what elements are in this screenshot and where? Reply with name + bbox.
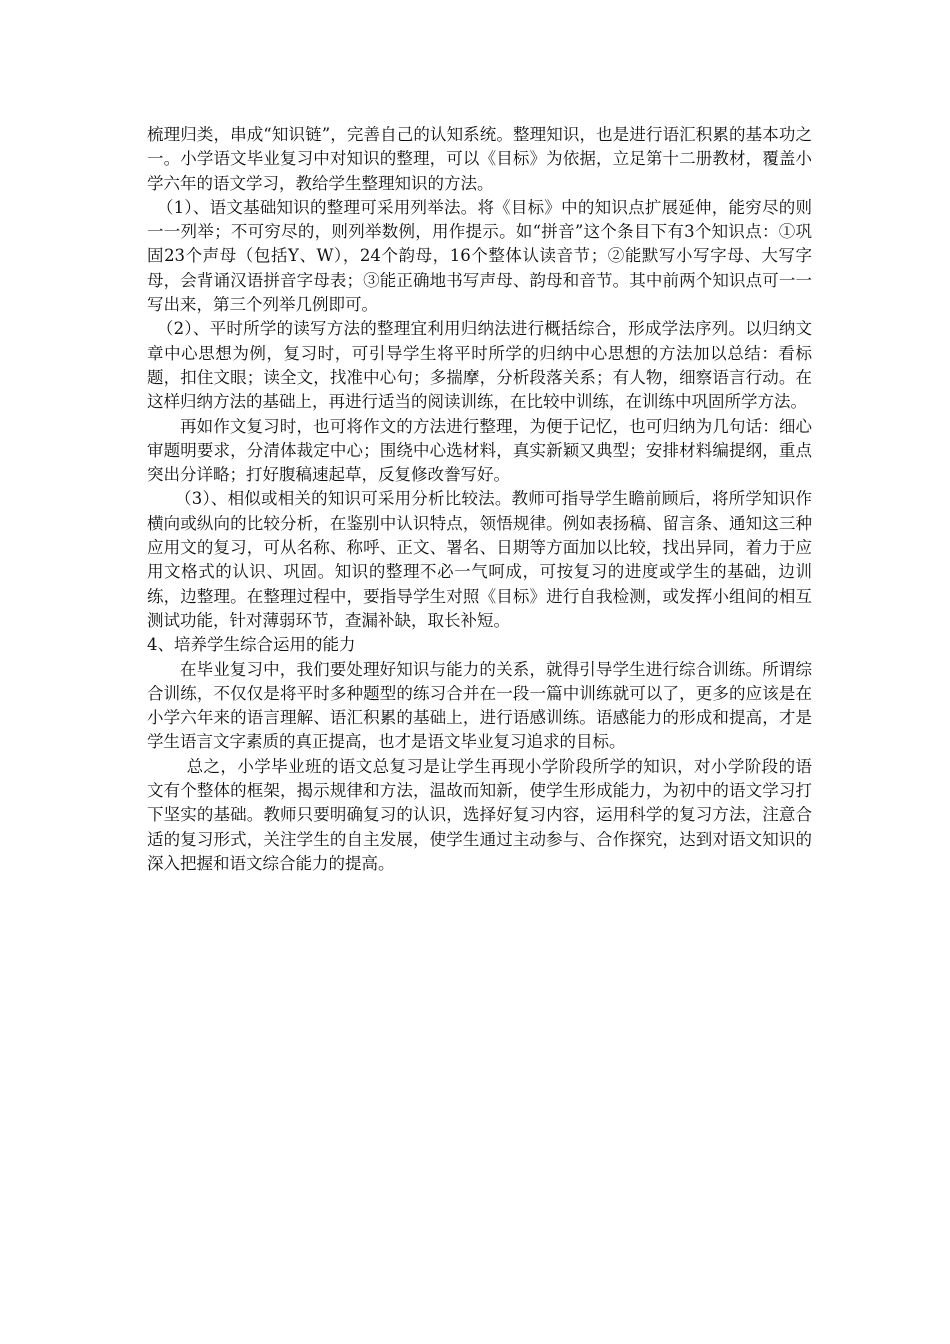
paragraph-comparison-method: （3）、相似或相关的知识可采用分析比较法。教师可指导学生瞻前顾后，将所学知识作横向或纵向的比较分析，在鉴别中认识特点，领悟规律。例如表扬稿、留言条、通知这三种应用文的复习，可从名称、称呼、正文、署名、日期等方面加以比较，找出异同，着力于应用文格式的认识、巩固。知识的整理不必一气呵成，可按复习的进度或学生的基础，边训练，边整理。在整理过程中，要指导学生对照《目标》进行自我检测，或发挥小组间的相互测试功能，针对薄弱环节，查漏补缺，取长补短。 xyxy=(147,489,812,630)
paragraph-knowledge-chain: 梳理归类，串成“知识链”，完善自己的认知系统。整理知识，也是进行语汇积累的基本功之一。小学语文毕业复习中对知识的整理，可以《目标》为依据，立足第十二册教材，覆盖小学六年的语文学习，教给学生整理知识的方法。 xyxy=(147,125,812,193)
section-heading-comprehensive-ability: 4、培养学生综合运用的能力 xyxy=(147,635,356,655)
paragraph-conclusion: 总之，小学毕业班的语文总复习是让学生再现小学阶段所学的知识，对小学阶段的语文有个整体的框架，揭示规律和方法，温故而知新，使学生形成能力，为初中的语文学习打下坚实的基础。教师只要明确复习的认识，选择好复习内容，运用科学的复习方法，注意合适的复习形式，关注学生的自主发展，使学生通过主动参与、合作探究，达到对语文知识的深入把握和语文综合能力的提高。 xyxy=(147,756,812,873)
document-body xyxy=(147,123,812,876)
paragraph-induction-method: （2）、平时所学的读写方法的整理宜利用归纳法进行概括综合，形成学法序列。以归纳文章中心思想为例，复习时，可引导学生将平时所学的归纳中心思想的方法加以总结：看标题，扣住文眼；读全文，找准中心句；多揣摩，分析段落关系；有人物，细察语言行动。在这样归纳方法的基础上，再进行适当的阅读训练，在比较中训练，在训练中巩固所学方法。 xyxy=(147,319,812,412)
paragraph-enumeration-method: （1）、语文基础知识的整理可采用列举法。将《目标》中的知识点扩展延伸，能穷尽的则一一列举；不可穷尽的，则列举数例，用作提示。如“拼音”这个条目下有3个知识点：①巩固23个声母（包括Y、W），24个韵母，16个整体认读音节；②能默写小写字母、大写字母，会背诵汉语拼音字母表；③能正确地书写声母、韵母和音节。其中前两个知识点可一一写出来，第三个列举几例即可。 xyxy=(147,197,812,315)
paragraph-comprehensive-training: 在毕业复习中，我们要处理好知识与能力的关系，就得引导学生进行综合训练。所谓综合训练，不仅仅是将平时多种题型的练习合并在一段一篇中训练就可以了，更多的应该是在小学六年来的语言理解、语汇积累的基础上，进行语感训练。语感能力的形成和提高，才是学生语言文字素质的真正提高，也才是语文毕业复习追求的目标。 xyxy=(147,659,812,752)
paragraph-composition-review: 再如作文复习时，也可将作文的方法进行整理，为便于记忆，也可归纳为几句话：细心审题明要求，分清体裁定中心；围绕中心选材料，真实新颖又典型；安排材料编提纲，重点突出分详略；打好腹稿速起草，反复修改誊写好。 xyxy=(147,416,812,485)
